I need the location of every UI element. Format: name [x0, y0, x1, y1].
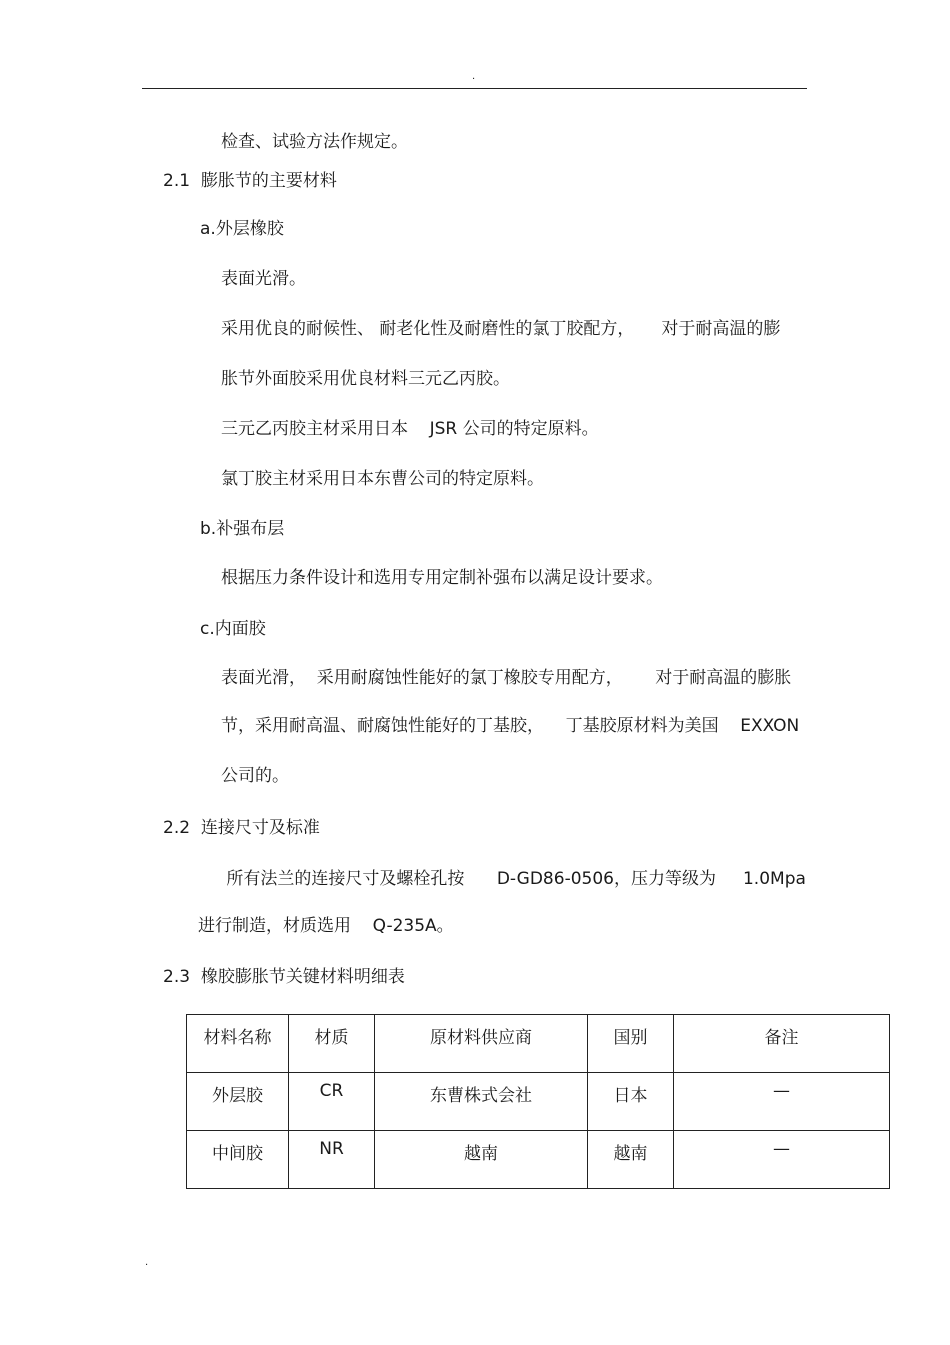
table-header-row	[187, 1015, 890, 1073]
table-cell: 越南	[375, 1131, 588, 1189]
subheading-reinforcement: b.补强布层	[200, 519, 285, 539]
table-header-cell: 国别	[588, 1015, 674, 1073]
table-cell: NR	[289, 1131, 375, 1189]
text-line: 三元乙丙胶主材采用日本 JSR 公司的特定原料。	[221, 419, 599, 439]
text-line: 公司的。	[221, 766, 289, 786]
table-cell: 外层胶	[187, 1073, 289, 1131]
text-line: 检查、试验方法作规定。	[221, 132, 408, 152]
subheading-inner-rubber: c.内面胶	[200, 619, 266, 639]
table-cell: 中间胶	[187, 1131, 289, 1189]
text-line: 根据压力条件设计和选用专用定制补强布以满足设计要求。	[221, 568, 663, 588]
table-header-cell: 材料名称	[187, 1015, 289, 1073]
text-line: 表面光滑。	[221, 269, 306, 289]
table-cell: 东曹株式会社	[375, 1073, 588, 1131]
header-rule	[142, 88, 807, 89]
text-line: 进行制造，材质选用 Q-235A。	[198, 916, 454, 936]
text-line: 表面光滑， 采用耐腐蚀性能好的氯丁橡胶专用配方， 对于耐高温的膨胀	[221, 668, 792, 688]
section-heading-2-2: 2.2 连接尺寸及标准	[163, 818, 320, 838]
table-header-cell: 原材料供应商	[375, 1015, 588, 1073]
table-cell: CR	[289, 1073, 375, 1131]
table-header-cell: 材质	[289, 1015, 375, 1073]
text-line: 胀节外面胶采用优良材料三元乙丙胶。	[221, 369, 510, 389]
table-header-cell: 备注	[674, 1015, 890, 1073]
footer-mark: .	[145, 1257, 149, 1268]
table-cell: —	[674, 1073, 890, 1131]
header-mark: .	[472, 71, 476, 82]
table-cell: 越南	[588, 1131, 674, 1189]
section-heading-2-3: 2.3 橡胶膨胀节关键材料明细表	[163, 967, 405, 987]
table-cell: 日本	[588, 1073, 674, 1131]
table-row	[187, 1073, 890, 1131]
text-line: 采用优良的耐候性、 耐老化性及耐磨性的氯丁胶配方， 对于耐高温的膨	[221, 319, 781, 339]
text-line: 节，采用耐高温、耐腐蚀性能好的丁基胶， 丁基胶原材料为美国 EXXON	[221, 716, 800, 736]
section-heading-2-1: 2.1 膨胀节的主要材料	[163, 171, 337, 191]
table-row	[187, 1131, 890, 1189]
subheading-outer-rubber: a.外层橡胶	[200, 219, 284, 239]
table-cell: —	[674, 1131, 890, 1189]
text-line: 氯丁胶主材采用日本东曹公司的特定原料。	[221, 469, 544, 489]
text-line: 所有法兰的连接尺寸及螺栓孔按 D-GD86-0506，压力等级为 1.0Mpa	[221, 869, 806, 889]
materials-table	[186, 1014, 890, 1189]
